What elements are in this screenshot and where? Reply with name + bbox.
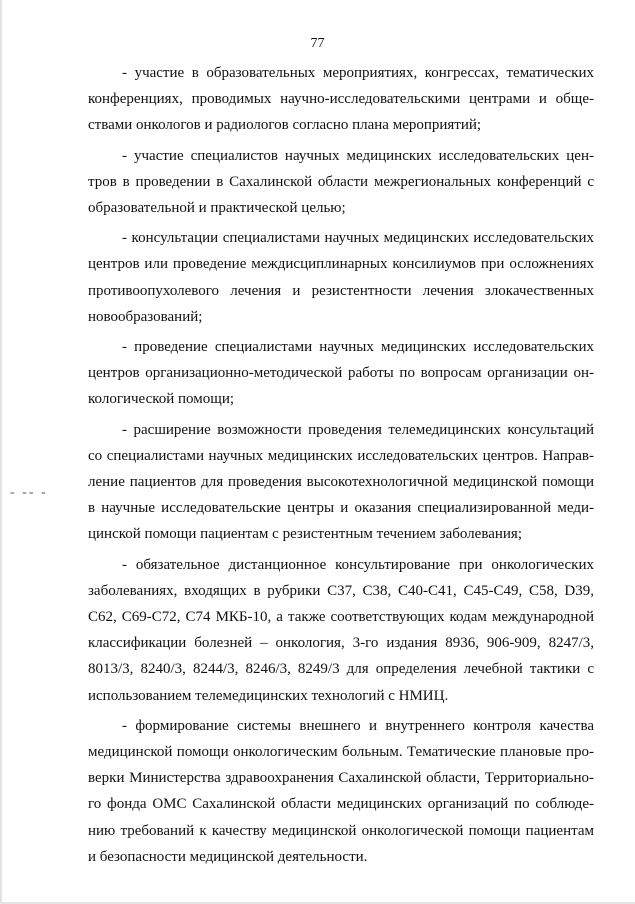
paragraph-education-events: - участие в образовательных мероприятиях, конгрессах, тематических конференциях, проводимых научно-исследовательскими центрами и обществами онкологов и радиологов согласно плана мероприятий; bbox=[88, 65, 594, 134]
paragraph-consultations: - консультации специалистами научных медицинских исследовательских центров или проведение междисциплинарных консилиумов при осложнениях противоопухолевого лечения и резистентности лечения злокачественных новообразований; bbox=[88, 230, 594, 325]
margin-marks: - -- - bbox=[10, 485, 48, 500]
page-number: 77 bbox=[310, 36, 325, 51]
paragraph-quality-control: - формирование системы внешнего и внутреннего контроля качества медицинской помощи онкологическим больным. Тематические плановые проверки Министерства здравоохранения Сахалинской области, Территориального фонда ОМС Сахалинской области медицинских организаций по соблюдению требований к качеству медицинской онкологической помощи пациентам и безопасности медицинской деятельности. bbox=[88, 717, 594, 865]
paragraph-methodical-work: - проведение специалистами научных медицинских исследовательских центров организационно-методической работы по вопросам организации онкологической помощи; bbox=[88, 339, 594, 408]
document-body bbox=[88, 60, 594, 874]
paragraph-remote-consulting: - обязательное дистанционное консультирование при онкологических заболеваниях, входящих в рубрики С37, С38, С40-С41, С45-С49, С58, D39, С62, С69-С72, С74 МКБ-10, а также соответствующих кодам международной классификации болезней – онкология, 3-го издания 8936, 906-909, 8247/3, 8013/3, 8240/3, 8244/3, 8246/3, 8249/3 для определения лечебной тактики с использованием телемедицинских технологий с НМИЦ. bbox=[88, 556, 594, 704]
paragraph-interregional-conferences: - участие специалистов научных медицинских исследовательских центров в проведении в Сахалинской области межрегиональных конференций с образовательной и практической целью; bbox=[88, 147, 594, 217]
scan-edge bbox=[0, 0, 3, 904]
paragraph-telemedicine: - расширение возможности проведения телемедицинских консультаций со специалистами научных медицинских исследовательских центров. Направление пациентов для проведения высокотехнологичной медицинской помощи в научные исследовательские центры и оказания специализированной медицинской помощи пациентам с резистентным течением заболевания; bbox=[88, 421, 594, 543]
